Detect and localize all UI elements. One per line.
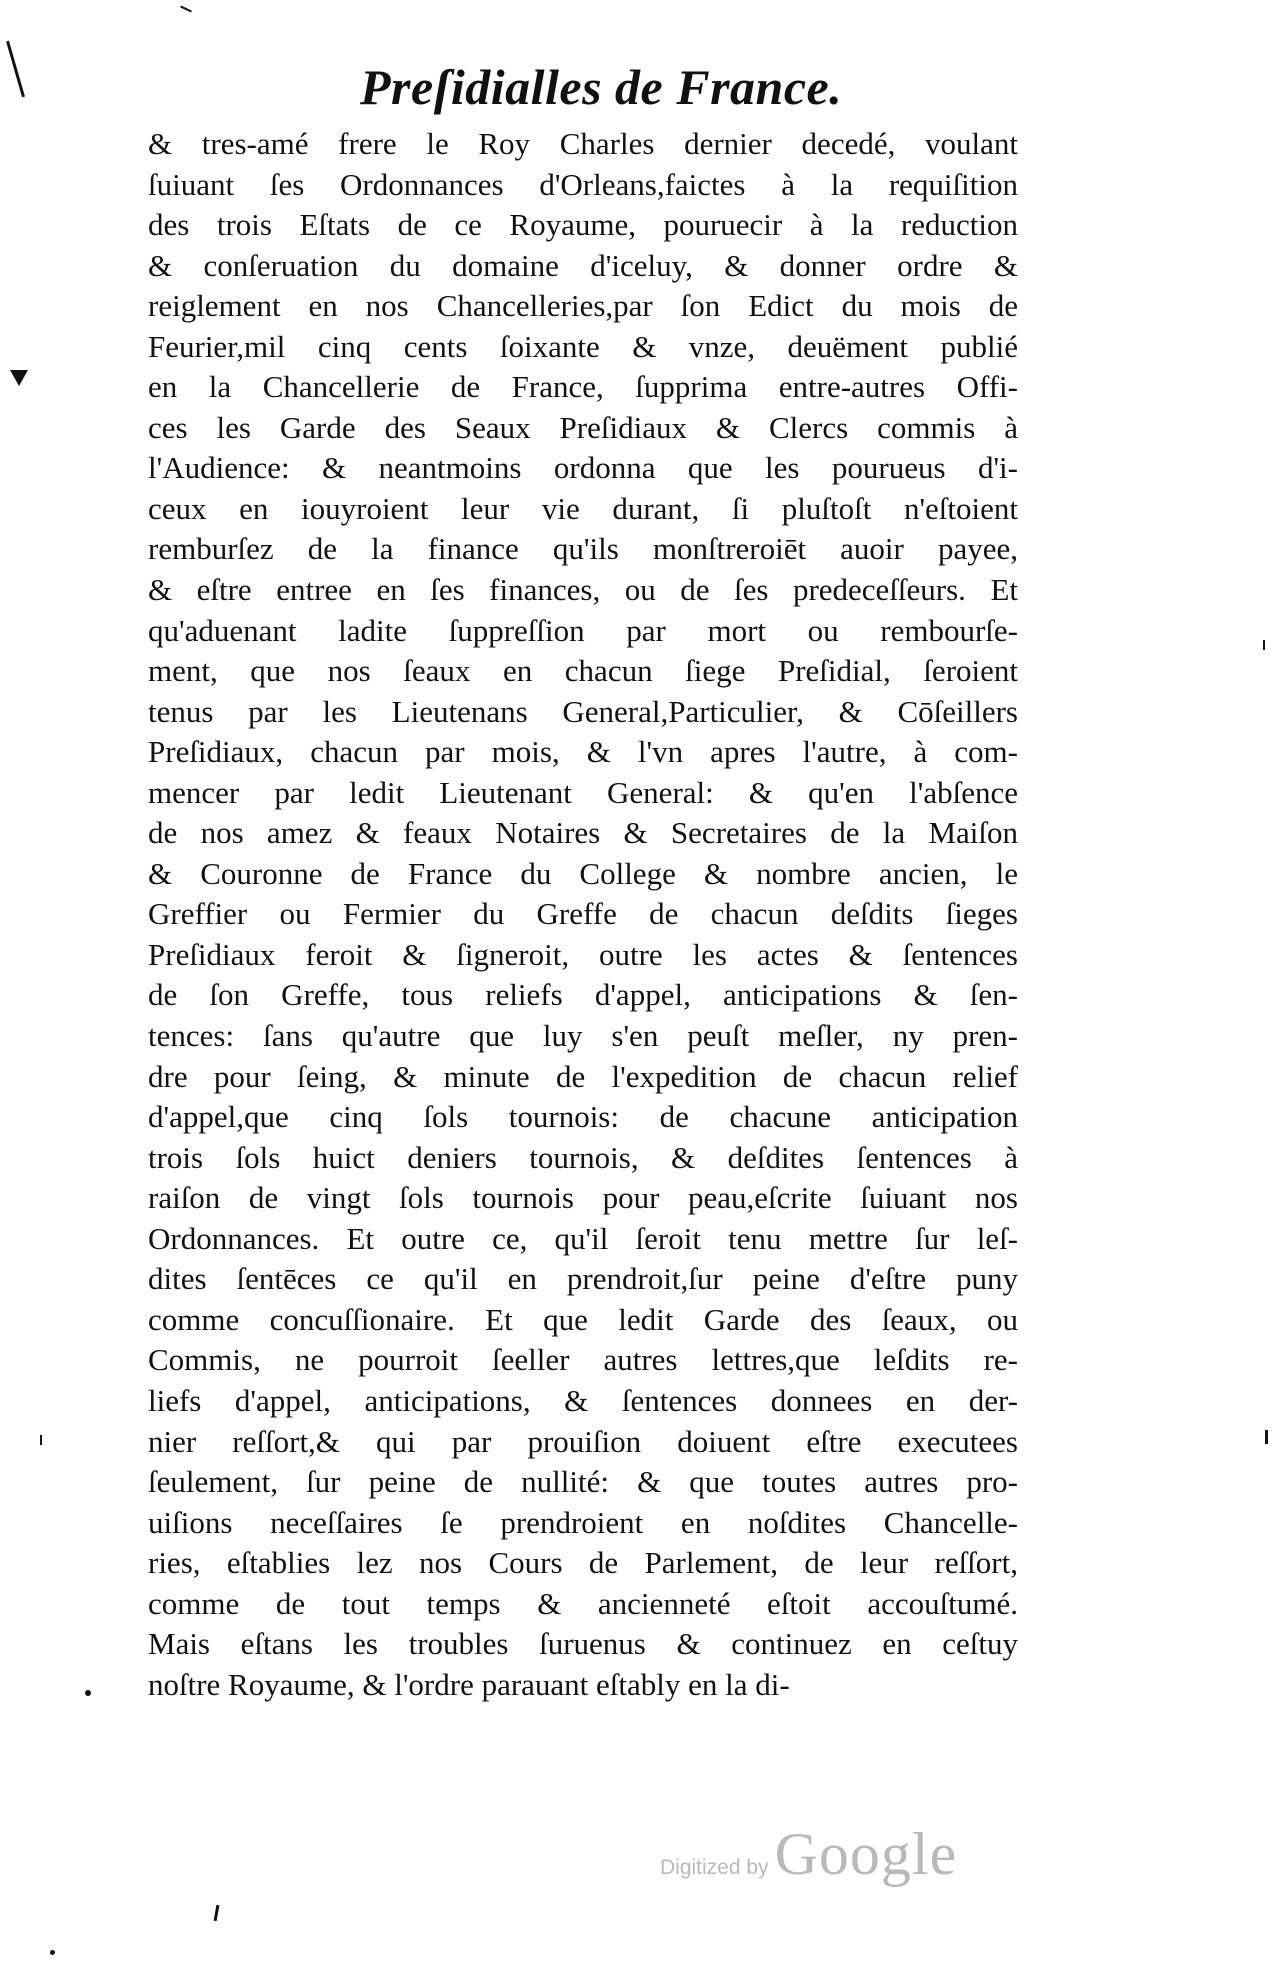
running-head: Preſidialles de France. <box>360 59 843 115</box>
text-line: de ſon Greffe, tous reliefs d'appel, anticipations & ſen- <box>148 977 1018 1013</box>
text-line: dites ſentēces ce qu'il en prendroit,ſur peine d'eſtre puny <box>148 1261 1018 1297</box>
text-line: reiglement en nos Chancelleries,par ſon Edict du mois de <box>148 288 1018 324</box>
text-line: ceux en iouyroient leur vie durant, ſi pluſtoſt n'eſtoient <box>148 490 1018 526</box>
margin-tick-mark <box>180 6 192 13</box>
text-line: ries, eſtablies lez nos Cours de Parlement, de leur reſſort, <box>148 1545 1018 1581</box>
text-line: tences: ſans qu'autre que luy s'en peuſt meſler, ny pren- <box>148 1018 1018 1054</box>
text-line: noſtre Royaume, & l'ordre parauant eſtably en la di- <box>148 1666 790 1702</box>
text-line: comme concuſſionaire. Et que ledit Garde des ſeaux, ou <box>148 1301 1018 1337</box>
text-line: ment, que nos ſeaux en chacun ſiege Preſidial, ſeroient <box>148 653 1018 689</box>
watermark-prefix: Digitized by <box>660 1856 769 1879</box>
margin-tick-mark <box>214 1905 220 1921</box>
margin-tick-mark <box>1263 640 1265 650</box>
text-line: dre pour ſeing, & minute de l'expedition de chacun relief <box>148 1058 1018 1094</box>
text-line: d'appel,que cinq ſols tournois: de chacune anticipation <box>148 1099 1018 1135</box>
margin-dot-mark <box>50 1950 55 1955</box>
text-line: remburſez de la finance qu'ils monſtreroiēt auoir payee, <box>148 531 1018 567</box>
text-line: des trois Eſtats de ce Royaume, pouruecir à la reduction <box>148 207 1018 243</box>
text-line: Preſidiaux feroit & ſigneroit, outre les actes & ſentences <box>148 936 1018 972</box>
text-line: de nos amez & feaux Notaires & Secretaires de la Maiſon <box>148 815 1018 851</box>
text-line: & eſtre entree en ſes finances, ou de ſes predeceſſeurs. Et <box>148 572 1018 608</box>
text-line: raiſon de vingt ſols tournois pour peau,eſcrite ſuiuant nos <box>148 1180 1018 1216</box>
margin-stroke-mark <box>6 41 25 98</box>
margin-dot-mark <box>85 1690 91 1696</box>
text-line: l'Audience: & neantmoins ordonna que les pourueus d'i- <box>148 450 1018 486</box>
text-line: en la Chancellerie de France, ſupprima entre-autres Offi- <box>148 369 1018 405</box>
text-line: Preſidiaux, chacun par mois, & l'vn apres l'autre, à com- <box>148 734 1018 770</box>
text-line: Ordonnances. Et outre ce, qu'il ſeroit tenu mettre ſur leſ- <box>148 1220 1018 1256</box>
text-line: liefs d'appel, anticipations, & ſentences donnees en der- <box>148 1382 1018 1418</box>
text-line: Greffier ou Fermier du Greffe de chacun deſdits ſieges <box>148 896 1018 932</box>
text-line: & Couronne de France du College & nombre ancien, le <box>148 855 1018 891</box>
text-line: qu'aduenant ladite ſuppreſſion par mort ou rembourſe- <box>148 612 1018 648</box>
text-line: ſuiuant ſes Ordonnances d'Orleans,faictes à la requiſition <box>148 166 1018 202</box>
text-line: comme de tout temps & ancienneté eſtoit accouſtumé. <box>148 1585 1018 1621</box>
text-line: mencer par ledit Lieutenant General: & qu'en l'abſence <box>148 774 1018 810</box>
text-line: Mais eſtans les troubles ſuruenus & continuez en ceſtuy <box>148 1626 1018 1662</box>
text-line: Commis, ne pourroit ſeeller autres lettres,que leſdits re- <box>148 1342 1018 1378</box>
text-line: Feurier,mil cinq cents ſoixante & vnze, deuëment publié <box>148 328 1018 364</box>
text-line: ces les Garde des Seaux Preſidiaux & Clercs commis à <box>148 409 1018 445</box>
margin-tick-mark <box>40 1435 42 1445</box>
margin-arrow-mark <box>10 370 28 386</box>
text-line: uiſions neceſſaires ſe prendroient en noſdites Chancelle- <box>148 1504 1018 1540</box>
text-line: & tres-amé frere le Roy Charles dernier decedé, voulant <box>148 126 1018 161</box>
text-line: trois ſols huict deniers tournois, & deſdites ſentences à <box>148 1139 1018 1175</box>
body-text <box>148 124 1018 1705</box>
digitized-by-google-watermark <box>660 1820 957 1889</box>
text-line: & conſeruation du domaine d'iceluy, & donner ordre & <box>148 247 1018 283</box>
text-line: nier reſſort,& qui par prouiſion doiuent eſtre executees <box>148 1423 1018 1459</box>
text-line: tenus par les Lieutenans General,Particulier, & Cōſeillers <box>148 693 1018 729</box>
margin-tick-mark <box>1265 1430 1268 1444</box>
text-line: ſeulement, ſur peine de nullité: & que toutes autres pro- <box>148 1464 1018 1500</box>
google-logo: Google <box>774 1821 958 1887</box>
